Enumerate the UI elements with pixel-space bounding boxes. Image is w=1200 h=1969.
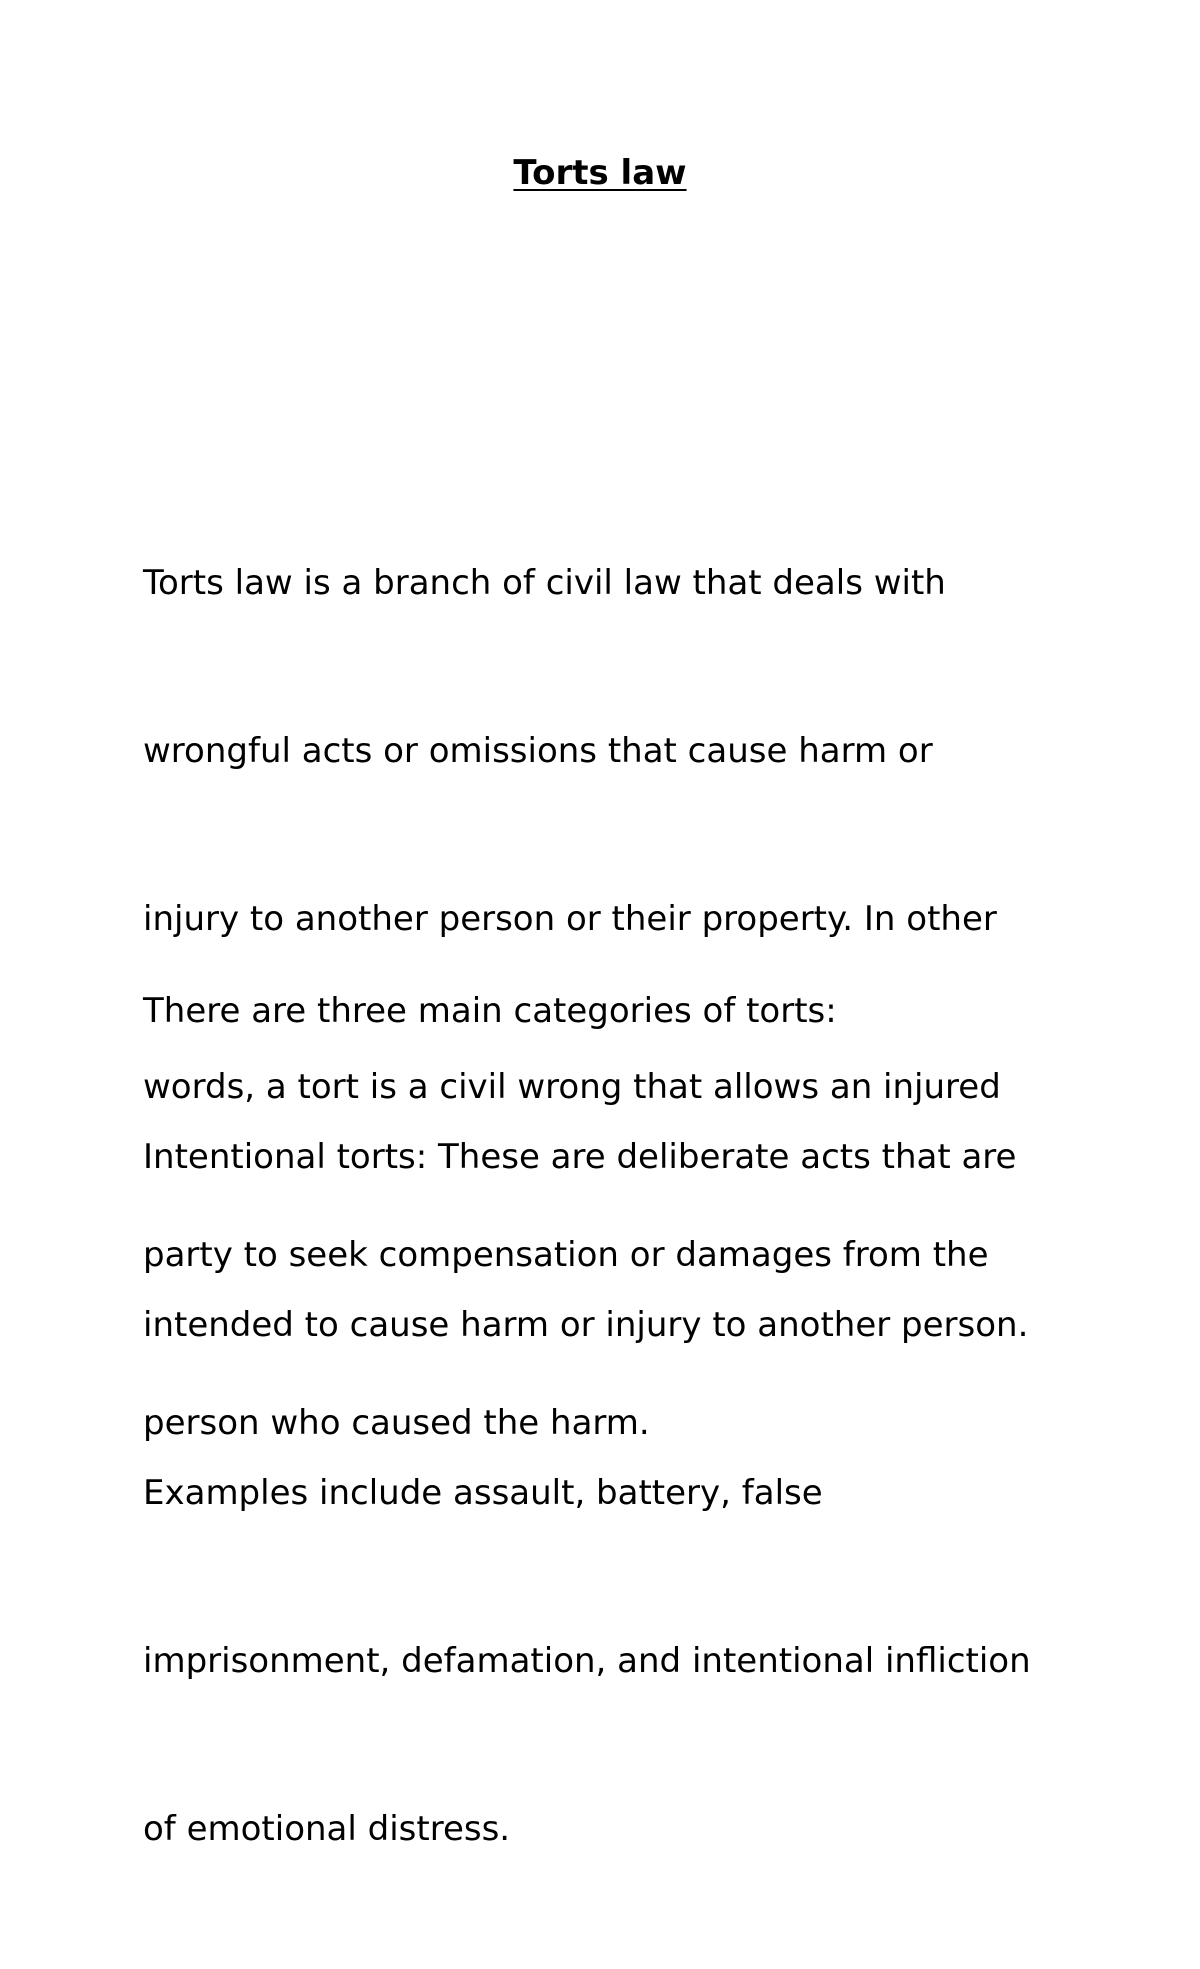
text-line: Examples include assault, battery, false <box>143 1473 823 1513</box>
text-line: intended to cause harm or injury to another person. <box>143 1305 1029 1345</box>
text-line: imprisonment, defamation, and intentional infliction <box>143 1641 1031 1681</box>
document-title: Torts law <box>513 153 687 193</box>
text-line: words, a tort is a civil wrong that allows an injured <box>143 1067 1001 1107</box>
text-line: of emotional distress. <box>143 1809 511 1849</box>
text-line: Torts law is a branch of civil law that deals with <box>143 563 946 603</box>
text-line: There are three main categories of torts: <box>143 991 837 1031</box>
paragraph-intentional-torts <box>143 1017 1031 1969</box>
text-line: person who caused the harm. <box>143 1403 650 1443</box>
text-line: injury to another person or their property. In other <box>143 899 997 939</box>
text-line: wrongful acts or omissions that cause harm or <box>143 731 933 771</box>
text-line: Intentional torts: These are deliberate acts that are <box>143 1137 1017 1177</box>
text-line: party to seek compensation or damages from the <box>143 1235 989 1275</box>
